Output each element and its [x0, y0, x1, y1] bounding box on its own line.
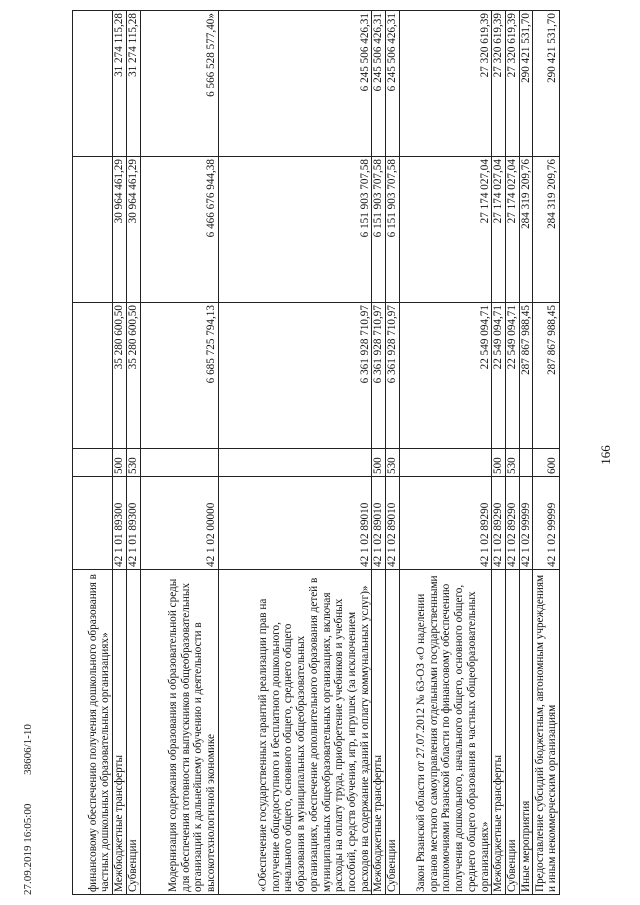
- page-number: 166: [598, 445, 613, 465]
- table-row: [126, 11, 140, 895]
- expense-type-cell: 600: [533, 449, 560, 477]
- row-name-cell: Межбюджетные трансферты: [113, 570, 127, 895]
- target-article-cell: 42 1 02 89010: [372, 477, 386, 570]
- expense-type-cell: 500: [113, 449, 127, 477]
- row-name-cell: Межбюджетные трансферты: [492, 570, 506, 895]
- row-name-cell: Модернизация содержания образования и образовательной среды для обеспечения готовности выпускников общеобразовательных организаций к дальнейшему обучению и деятельности в высокотехнологичной экономике: [140, 570, 218, 895]
- amount-cell-2: 27 174 027,04: [399, 157, 491, 303]
- expense-type-cell: 530: [386, 449, 400, 477]
- expense-type-cell: 530: [126, 449, 140, 477]
- expense-type-cell: [519, 449, 533, 477]
- table-row: [73, 11, 113, 895]
- amount-cell-2: 284 319 209,76: [519, 157, 533, 303]
- amount-cell-1: 6 361 928 710,97: [218, 303, 372, 449]
- row-name-cell: Межбюджетные трансферты: [372, 570, 386, 895]
- amount-cell-1: 287 867 988,45: [533, 303, 560, 449]
- amount-cell-3: [73, 11, 113, 157]
- expense-type-cell: 500: [372, 449, 386, 477]
- row-name-cell: Субвенции: [126, 570, 140, 895]
- amount-cell-1: 287 867 988,45: [519, 303, 533, 449]
- amount-cell-3: 27 320 619,39: [505, 11, 519, 157]
- target-article-cell: 42 1 02 89290: [505, 477, 519, 570]
- amount-cell-2: 284 319 209,76: [533, 157, 560, 303]
- target-article-cell: 42 1 02 89290: [492, 477, 506, 570]
- amount-cell-1: 6 361 928 710,97: [372, 303, 386, 449]
- amount-cell-3: 6 245 506 426,31: [372, 11, 386, 157]
- table-row: [399, 11, 491, 895]
- table-row: [140, 11, 218, 895]
- amount-cell-1: 22 549 094,71: [492, 303, 506, 449]
- amount-cell-2: 6 151 903 707,58: [386, 157, 400, 303]
- amount-cell-2: 6 151 903 707,58: [372, 157, 386, 303]
- amount-cell-1: 35 280 600,50: [113, 303, 127, 449]
- expense-type-cell: [218, 449, 372, 477]
- amount-cell-3: 27 320 619,39: [492, 11, 506, 157]
- amount-cell-3: 6 245 506 426,31: [218, 11, 372, 157]
- amount-cell-1: 35 280 600,50: [126, 303, 140, 449]
- target-article-cell: 42 1 02 00000: [140, 477, 218, 570]
- row-name-cell: Закон Рязанской области от 27.07.2012 № 63-ОЗ «О наделении органов местного самоуправления отдельными государственными полномочиями Рязанской области по финансовому обеспечению получения дошкольного, начального общего, основного общего, среднего общего образования в частных общеобразовательных организациях»: [399, 570, 491, 895]
- target-article-cell: [73, 477, 113, 570]
- table-row: [113, 11, 127, 895]
- amount-cell-3: 31 274 115,28: [113, 11, 127, 157]
- amount-cell-2: 6 151 903 707,58: [218, 157, 372, 303]
- footer: [22, 698, 34, 895]
- expense-type-cell: 530: [505, 449, 519, 477]
- amount-cell-2: 27 174 027,04: [492, 157, 506, 303]
- table-row: [505, 11, 519, 895]
- expense-type-cell: [73, 449, 113, 477]
- target-article-cell: 42 1 02 99999: [519, 477, 533, 570]
- target-article-cell: 42 1 01 89300: [126, 477, 140, 570]
- amount-cell-1: 6 361 928 710,97: [386, 303, 400, 449]
- amount-cell-3: 290 421 531,70: [519, 11, 533, 157]
- table-row: [533, 11, 560, 895]
- amount-cell-2: 30 964 461,29: [126, 157, 140, 303]
- table-row: [492, 11, 506, 895]
- amount-cell-3: 31 274 115,28: [126, 11, 140, 157]
- amount-cell-2: 27 174 027,04: [505, 157, 519, 303]
- table-row: [372, 11, 386, 895]
- amount-cell-3: 27 320 619,39: [399, 11, 491, 157]
- amount-cell-3: 290 421 531,70: [533, 11, 560, 157]
- expense-type-cell: [399, 449, 491, 477]
- table-row: [519, 11, 533, 895]
- footer-doc-id: 38606/1-10: [22, 724, 34, 775]
- row-name-cell: Иные мероприятия: [519, 570, 533, 895]
- footer-timestamp: 27.09.2019 16:05:00: [22, 803, 34, 895]
- row-name-cell: Субвенции: [505, 570, 519, 895]
- expense-type-cell: 500: [492, 449, 506, 477]
- table-row: [218, 11, 372, 895]
- target-article-cell: 42 1 02 89010: [386, 477, 400, 570]
- row-name-cell: Предоставление субсидий бюджетным, автономным учреждениям и иным некоммерческим организациям: [533, 570, 560, 895]
- amount-cell-1: [73, 303, 113, 449]
- row-name-cell: финансовому обеспечению получения дошкольного образования в частных дошкольных образовательных организациях»: [73, 570, 113, 895]
- row-name-cell: Субвенции: [386, 570, 400, 895]
- amount-cell-3: 6 245 506 426,31: [386, 11, 400, 157]
- amount-cell-2: [73, 157, 113, 303]
- amount-cell-3: 6 566 528 577,40»: [140, 11, 218, 157]
- amount-cell-2: 6 466 676 944,38: [140, 157, 218, 303]
- amount-cell-1: 22 549 094,71: [505, 303, 519, 449]
- target-article-cell: 42 1 02 89010: [218, 477, 372, 570]
- target-article-cell: 42 1 02 89290: [399, 477, 491, 570]
- row-name-cell: «Обеспечение государственных гарантий реализации прав на получение общедоступного и бесплатного дошкольного, начального общего, основного общего, среднего общего образования в муниципальных общеобразовательных организациях, обеспечение дополнительного образования детей в муниципальных общеобразовательных организациях, включая расходы на оплату труда, приобретение учебников и учебных пособий, средств обучения, игр, игрушек (за исключением расходов на содержание зданий и оплату коммунальных услуг)»: [218, 570, 372, 895]
- amount-cell-2: 30 964 461,29: [113, 157, 127, 303]
- table-row: [386, 11, 400, 895]
- target-article-cell: 42 1 02 99999: [533, 477, 560, 570]
- expense-type-cell: [140, 449, 218, 477]
- amount-cell-1: 6 685 725 794,13: [140, 303, 218, 449]
- amount-cell-1: 22 549 094,71: [399, 303, 491, 449]
- budget-table: [72, 10, 560, 895]
- target-article-cell: 42 1 01 89300: [113, 477, 127, 570]
